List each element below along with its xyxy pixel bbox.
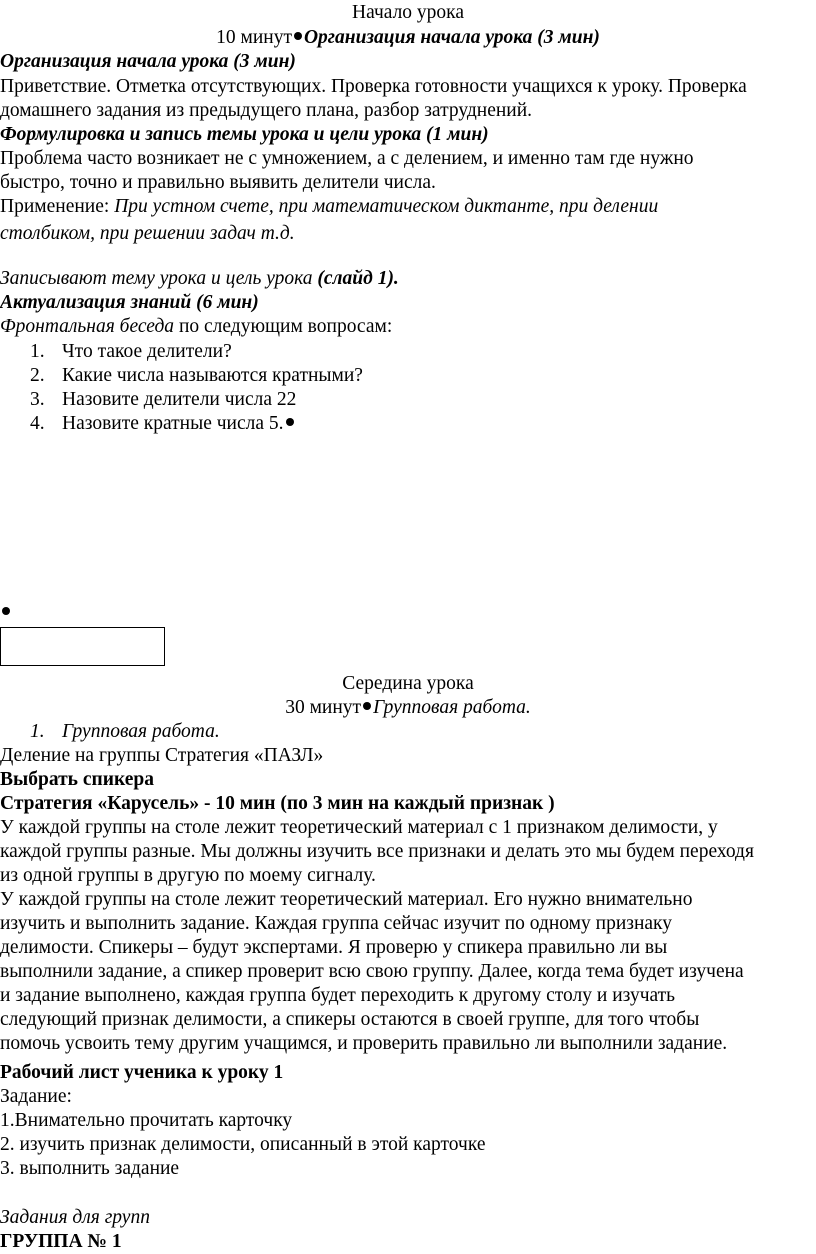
text-line: из одной группы в другую по моему сигналу. (0, 865, 376, 886)
list-number: 1. (30, 721, 45, 742)
list-text: Групповая работа. (62, 721, 220, 742)
list-text: Назовите кратные числа 5. (62, 412, 296, 436)
text-line: следующий признак делимости, а спикеры остаются в своей группе, для того чтобы (0, 1009, 700, 1030)
group-number: ГРУППА № 1 (0, 1231, 122, 1252)
record-line (0, 267, 399, 291)
text-line: выполнили задание, а спикер проверит всю свою группу. Далее, когда тема будет изучена (0, 961, 744, 982)
organization-title: Организация начала урока (3 мин) (0, 51, 296, 72)
frontal-rest: по следующим вопросам: (174, 316, 393, 337)
time-value: 30 минут (285, 697, 362, 718)
task-label: Задание: (0, 1086, 72, 1107)
worksheet-title: Рабочий лист ученика к уроку 1 (0, 1062, 284, 1083)
list-number: 3. (30, 389, 45, 410)
carousel-line: Стратегия «Карусель» - 10 мин (по 3 мин на каждый признак ) (0, 793, 555, 814)
frontal-italic: Фронтальная беседа (0, 316, 175, 337)
application-text: При устном счете, при математическом диктанте, при делении (114, 196, 659, 217)
lesson-middle-heading: Середина урока (342, 673, 474, 694)
time-title: Групповая работа. (373, 697, 531, 718)
empty-frame (0, 627, 165, 666)
bullet-icon (286, 418, 294, 426)
actualization-title: Актуализация знаний (6 мин) (0, 292, 259, 313)
text-line: У каждой группы на столе лежит теоретический материал с 1 признаком делимости, у (0, 817, 718, 838)
speaker-line: Выбрать спикера (0, 769, 154, 790)
list-text: Что такое делители? (62, 341, 232, 362)
list-number: 4. (30, 413, 45, 434)
lesson-start-heading: Начало урока (351, 2, 465, 23)
organization-text-line-1: Приветствие. Отметка отсутствующих. Проверка готовности учащихся к уроку. Проверка (0, 76, 747, 97)
application-label: Применение: (0, 196, 115, 217)
group-tasks-title: Задания для групп (0, 1207, 150, 1228)
bullet-icon (2, 598, 10, 622)
text-line: и задание выполнено, каждая группа будет переходить к другому столу и изучать (0, 985, 676, 1006)
text-line: У каждой группы на столе лежит теоретический материал. Его нужно внимательно (0, 889, 693, 910)
text-line: помочь усвоить тему другим учащимся, и проверить правильно ли выполнили задание. (0, 1033, 728, 1054)
time-title: Организация начала урока (3 мин) (303, 27, 600, 48)
problem-line-1: Проблема часто возникает не с умножением, а с делением, и именно там где нужно (0, 148, 694, 169)
time-value: 10 минут (216, 27, 292, 48)
application-line-2: столбиком, при решении задач т.д. (0, 223, 295, 244)
record-slide: (слайд 1). (317, 268, 399, 289)
application-line-1 (0, 195, 658, 219)
division-line: Деление на группы Стратегия «ПАЗЛ» (0, 745, 324, 766)
record-text: Записывают тему урока и цель урока (0, 268, 318, 289)
lesson-start-time-line (0, 26, 816, 50)
bullet-icon (294, 32, 302, 40)
bullet-icon (363, 702, 371, 710)
task-item: 3. выполнить задание (0, 1158, 180, 1179)
organization-text-line-2: домашнего задания из предыдущего плана, разбор затруднений. (0, 100, 533, 121)
text-line: делимости. Спикеры – будут экспертами. Я проверю у спикера правильно ли вы (0, 937, 668, 958)
list-text: Какие числа называются кратными? (62, 365, 363, 386)
list-number: 2. (30, 365, 45, 386)
problem-line-2: быстро, точно и правильно выявить делители числа. (0, 172, 436, 193)
list-number: 1. (30, 341, 45, 362)
lesson-middle-time-line (0, 696, 816, 720)
list-text: Назовите делители числа 22 (62, 389, 297, 410)
task-item: 2. изучить признак делимости, описанный в этой карточке (0, 1134, 486, 1155)
topic-title: Формулировка и запись темы урока и цели урока (1 мин) (0, 124, 489, 145)
frontal-line (0, 315, 392, 339)
text-line: каждой группы разные. Мы должны изучить все признаки и делать это мы будем переходя (0, 841, 754, 862)
task-item: 1.Внимательно прочитать карточку (0, 1110, 293, 1131)
text-line: изучить и выполнить задание. Каждая группа сейчас изучит по одному признаку (0, 913, 673, 934)
